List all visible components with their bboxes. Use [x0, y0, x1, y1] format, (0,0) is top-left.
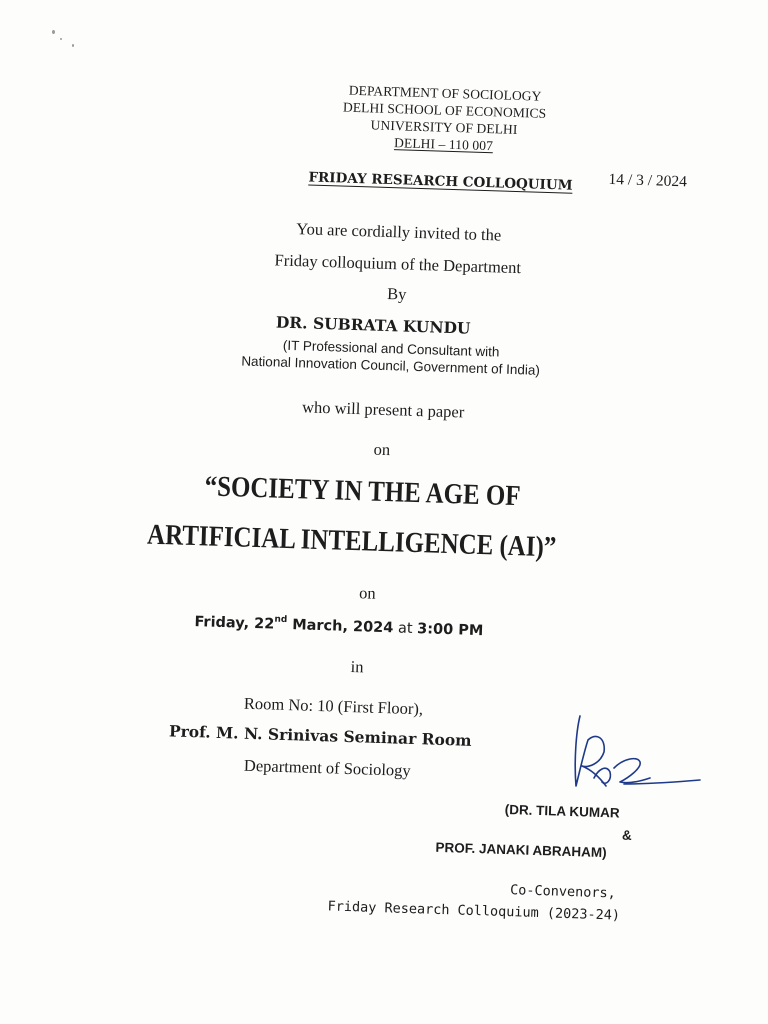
- convenor-2: PROF. JANAKI ABRAHAM): [435, 839, 607, 861]
- invitation-line-1: You are cordially invited to the: [296, 219, 502, 245]
- convenor-role: Co-Convenors,: [509, 882, 617, 902]
- header-department: DEPARTMENT OF SOCIOLOGY: [348, 82, 542, 104]
- speaker-affiliation-1: (IT Professional and Consultant with: [282, 337, 500, 360]
- event-day-suffix: nd: [274, 614, 288, 626]
- invitation-line-2: Friday colloquium of the Department: [274, 250, 522, 278]
- convenor-committee: Friday Research Colloquium (2023-24): [327, 898, 621, 924]
- schedule-in: in: [350, 657, 364, 677]
- header-city: DELHI – 110 007: [393, 135, 494, 154]
- letter-date: 14 / 3 / 2024: [608, 170, 688, 191]
- event-heading: FRIDAY RESEARCH COLLOQUIUM: [308, 169, 573, 194]
- header-university: UNIVERSITY OF DELHI: [370, 117, 518, 138]
- venue-hall: Prof. M. N. Srinivas Seminar Room: [168, 721, 472, 750]
- invitation-by: By: [386, 283, 407, 304]
- speaker-name: DR. SUBRATA KUNDU: [275, 312, 471, 338]
- presentation-on-1: on: [373, 439, 391, 460]
- presentation-intro: who will present a paper: [301, 397, 465, 422]
- paper-title-line-2: ARTIFICIAL INTELLIGENCE (AI)”: [146, 518, 557, 564]
- event-day: Friday, 22: [194, 614, 275, 633]
- event-month-year: March, 2024: [286, 617, 394, 637]
- header-school: DELHI SCHOOL OF ECONOMICS: [342, 99, 547, 121]
- event-time: 3:00 PM: [416, 621, 484, 640]
- speaker-affiliation-2: National Innovation Council, Government of India): [241, 353, 541, 378]
- venue-room: Room No: 10 (First Floor),: [243, 693, 424, 719]
- event-datetime: [194, 612, 483, 639]
- event-at: at: [393, 620, 418, 638]
- convenor-1: (DR. TILA KUMAR: [504, 801, 620, 821]
- paper-title-line-1: “SOCIETY IN THE AGE OF: [204, 470, 522, 513]
- presentation-on-2: on: [358, 583, 376, 603]
- signature-mark: [566, 712, 706, 802]
- venue-department: Department of Sociology: [243, 755, 411, 780]
- convenor-ampersand: &: [621, 827, 632, 843]
